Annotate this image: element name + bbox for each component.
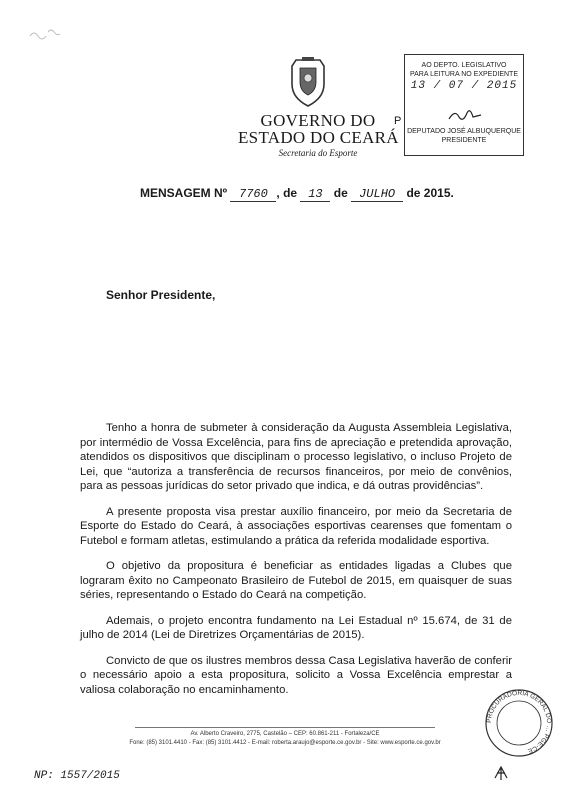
message-header: [140, 186, 454, 202]
letterhead-footer: [95, 730, 475, 748]
stamp-signature-icon: [445, 109, 485, 123]
salutation: Senhor Presidente,: [106, 288, 216, 302]
message-sep1: , de: [276, 186, 298, 200]
state-title: ESTADO DO CEARÁ: [238, 128, 399, 147]
paragraph: Convicto de que os ilustres membros dessa Casa Legislativa haverão de conferir o necessário apoio a esta propositura, solicito a Vossa Excelência emprestar a valiosa colaboração no encaminhamento.: [80, 654, 512, 696]
legislative-receipt-stamp: [404, 54, 524, 156]
stamp-line-1: AO DEPTO. LEGISLATIVO: [421, 62, 507, 69]
protocol-number: NP: 1557/2015: [34, 770, 120, 782]
handwritten-initial-icon: [492, 764, 510, 782]
paragraph: A presente proposta visa prestar auxílio financeiro, por meio da Secretaria de Esporte do Estado do Ceará, à associações esportivas cearenses que fomentam o Futebol e formam atletas, estimulando a prática da referida modalidade esportiva.: [80, 505, 512, 547]
footer-address: Av. Alberto Craveiro, 2775, Castelão – CEP: 60.861-211 - Fortaleza/CE: [190, 731, 380, 737]
seal-text: PROCURADORIA GERAL DO … PGE-CE: [485, 689, 553, 755]
paragraph: Ademais, o projeto encontra fundamento na Lei Estadual nº 15.674, de 31 de julho de 2014 (Lei de Diretrizes Orçamentárias de 2015).: [80, 614, 512, 641]
stamp-bottom-block: [405, 127, 523, 145]
message-month: JULHO: [351, 187, 403, 202]
message-number: 7760: [230, 187, 276, 202]
attorney-general-seal-icon: [482, 686, 556, 760]
message-day: 13: [300, 187, 330, 202]
paragraph: O objetivo da propositura é beneficiar as entidades ligadas a Clubes que lograram êxito no Campeonato Brasileiro de Futebol de 2015, em quaisquer de suas séries, representando o Estado do Ceará na competição.: [80, 560, 512, 601]
state-crest-icon: [288, 56, 328, 108]
stamp-line-2: PARA LEITURA NO EXPEDIENTE: [409, 71, 518, 78]
stamp-date: 13 / 07 / 2015: [410, 80, 518, 92]
government-title: GOVERNO DO: [260, 111, 376, 130]
stamp-side-letter: P: [394, 115, 402, 127]
message-sep2: de: [333, 186, 348, 200]
stamp-line-3: DEPUTADO JOSÉ ALBUQUERQUE: [407, 128, 521, 135]
department-subtitle: Secretaria do Esporte: [278, 148, 358, 158]
paragraph: Tenho a honra de submeter à consideração da Augusta Assembleia Legislativa, por intermédio de Vossa Excelência, para fins de apreciação e pretendida aprovação, atendidos os dispositivos que disciplinam o processo legislativo, o incluso Projeto de Lei, que “autoriza a transferência de recursos financeiros, por meio de convênios, para as pessoas jurídicas do setor privado que indica, e dá outras providências”.: [80, 422, 512, 492]
stamp-line-4: PRESIDENTE: [441, 137, 487, 144]
footer-rule: [135, 727, 435, 728]
footer-contacts: Fone: (85) 3101.4410 - Fax: (85) 3101.4412 - E-mail: roberta.araujo@esporte.ce.gov.br - Site: www.esporte.ce.gov.br: [129, 740, 441, 746]
letter-body: [80, 421, 512, 708]
message-prefix: MENSAGEM Nº: [140, 186, 228, 200]
message-suffix: de 2015.: [406, 186, 454, 200]
corner-scribble-mark: [28, 24, 68, 44]
